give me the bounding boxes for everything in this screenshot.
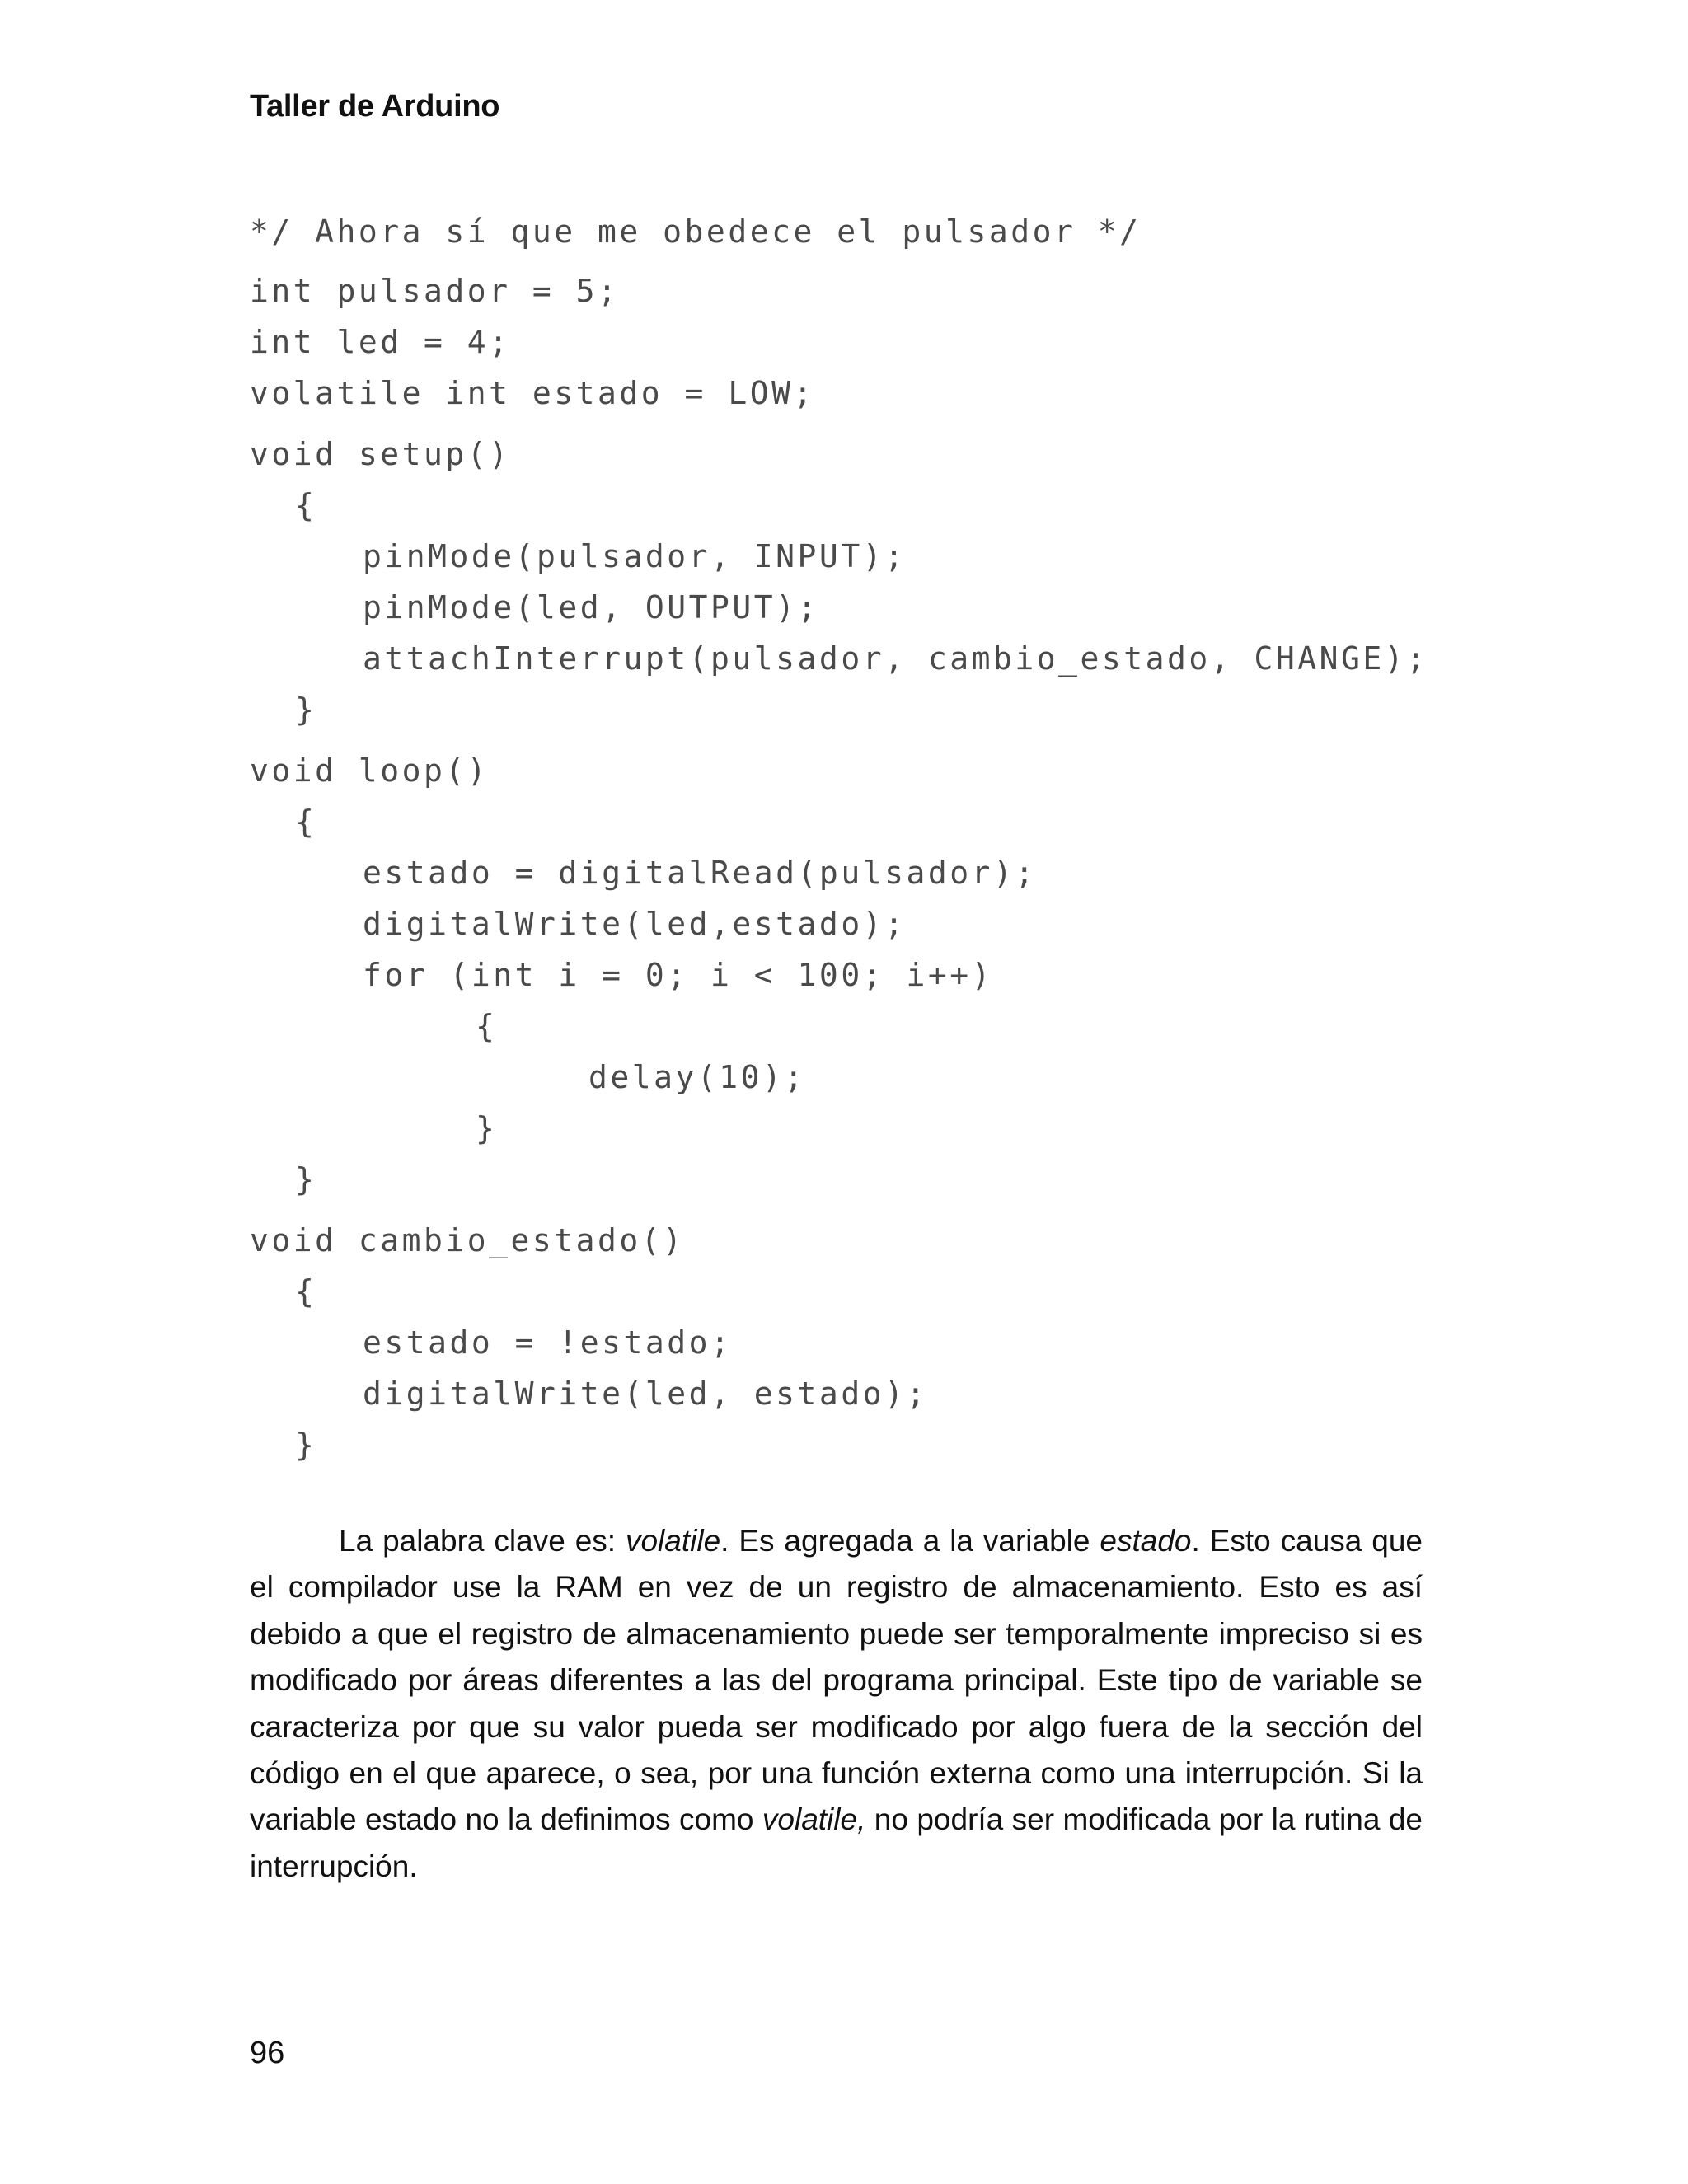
code-line: for (int i = 0; i < 100; i++) <box>363 957 993 993</box>
paragraph-text: La palabra clave es: <box>339 1524 626 1558</box>
page-number: 96 <box>250 2036 285 2070</box>
code-line: digitalWrite(led,estado); <box>363 906 907 942</box>
paragraph-text: . Es agregada a la variable <box>720 1524 1100 1558</box>
code-line: pinMode(pulsador, INPUT); <box>363 538 907 574</box>
paragraph-text: no podría ser modificada por la rutina de interrupción. <box>250 1802 1423 1883</box>
code-line: volatile int estado = LOW; <box>250 375 815 411</box>
code-line: } <box>476 1110 498 1146</box>
paragraph-text: . Esto causa que el compilador use la RAM en vez de un registro de almacenamiento. Esto es así debido a que el registro de almacenamiento puede ser temporalmente impreciso si es modificado por áreas diferentes a las del programa principal. Este tipo de variable se caracteriza por que su valor pueda ser modificado por algo fuera de la sección del código en el que aparece, o sea, por una función externa como una interrupción. Si la variable estado no la definimos como <box>250 1524 1423 1837</box>
code-line: { <box>476 1008 498 1044</box>
emphasized-term: volatile <box>625 1524 721 1558</box>
code-line: delay(10); <box>588 1059 806 1095</box>
emphasized-term: estado <box>1100 1524 1192 1558</box>
code-line: } <box>295 691 317 728</box>
code-line: void loop() <box>250 752 490 789</box>
code-line: } <box>295 1427 317 1463</box>
code-line: digitalWrite(led, estado); <box>363 1376 928 1412</box>
code-line: estado = !estado; <box>363 1324 733 1361</box>
code-line: void setup() <box>250 436 511 472</box>
code-line: int led = 4; <box>250 324 511 360</box>
running-head-title: Taller de Arduino <box>250 89 500 124</box>
code-line: attachInterrupt(pulsador, cambio_estado, CHANGE); <box>363 640 1428 677</box>
code-line: { <box>295 1273 317 1310</box>
code-line: } <box>295 1161 317 1197</box>
code-line: { <box>295 804 317 840</box>
code-line: { <box>295 487 317 523</box>
code-line: int pulsador = 5; <box>250 273 620 309</box>
code-line: estado = digitalRead(pulsador); <box>363 855 1037 891</box>
body-paragraph <box>250 1518 1423 1890</box>
code-line: */ Ahora sí que me obedece el pulsador */ <box>250 213 1142 250</box>
code-line: void cambio_estado() <box>250 1222 685 1258</box>
emphasized-term: volatile, <box>762 1802 866 1837</box>
code-line: pinMode(led, OUTPUT); <box>363 589 819 626</box>
